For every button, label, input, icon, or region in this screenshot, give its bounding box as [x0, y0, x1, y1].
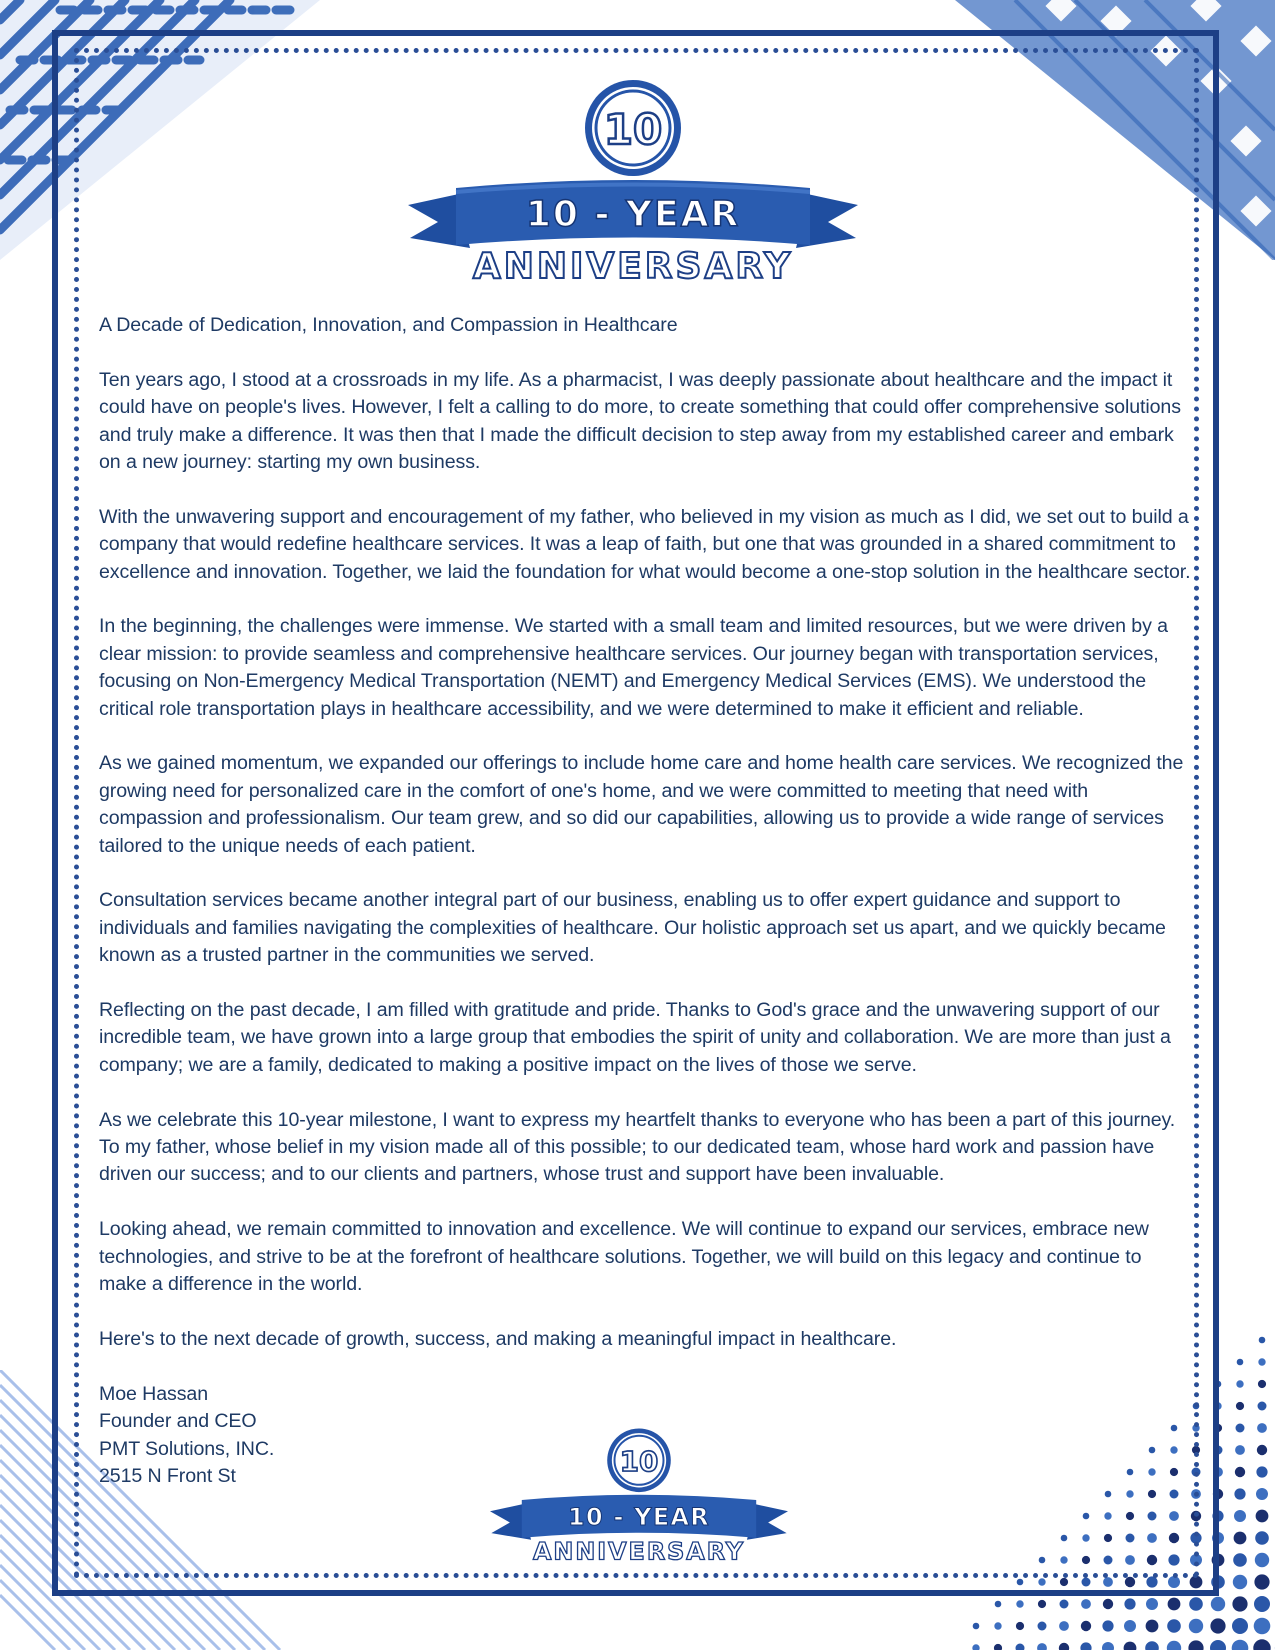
anniversary-emblem-top — [408, 80, 858, 305]
paragraph: Ten years ago, I stood at a crossroads in my life. As a pharmacist, I was deeply passionate about healthcare and the impact it could have on people's lives. However, I felt a calling to do more, to create something that could offer comprehensive solutions and truly make a difference. It was then that I made the difficult decision to step away from my established career and embark on a new journey: starting my own business. — [99, 368, 1181, 474]
paragraph: Looking ahead, we remain committed to innovation and excellence. We will continue to expand our services, embrace new technologies, and strive to be at the forefront of healthcare solutions. Together, we will build on this legacy and continue to make a difference in the world. — [99, 1218, 1149, 1296]
paragraph: Consultation services became another integral part of our business, enabling us to offer expert guidance and support to individuals and families navigating the complexities of healthcare. Our holistic approach set us apart, and we quickly became known as a trusted partner in the communities we served. — [99, 889, 1166, 967]
letter-title: A Decade of Dedication, Innovation, and Compassion in Healthcare — [99, 314, 678, 336]
badge-icon — [585, 80, 681, 176]
paragraph: As we celebrate this 10-year milestone, I want to express my heartfelt thanks to everyone who has been a part of this journey. To my father, whose belief in my vision made all of this possible; to our dedicated team, whose hard work and passion have driven our success; and to our clients and partners, whose trust and support have been invaluable. — [99, 1108, 1176, 1186]
signature-role: Founder and CEO — [99, 1410, 257, 1433]
banner-subtitle: ANNIVERSARY — [532, 1537, 746, 1566]
paragraph: Here's to the next decade of growth, success, and making a meaningful impact in healthcare. — [99, 1327, 897, 1350]
paragraph: Reflecting on the past decade, I am filled with gratitude and pride. Thanks to God's grace and the unwavering support of our incredible team, we have grown into a large group that embodies the spirit of unity and collaboration. We are more than just a company; we are a family, dedicated to making a positive impact on the lives of those we serve. — [99, 999, 1171, 1076]
signature-company: PMT Solutions, INC. — [99, 1437, 275, 1460]
banner-subtitle: ANNIVERSARY — [472, 246, 794, 287]
paragraph: As we gained momentum, we expanded our offerings to include home care and home health care services. We recognized the growing need for personalized care in the comfort of one's home, and we were committed to meeting that need with compassion and professionalism. Our team grew, and so did our capabilities, allowing us to provide a wide range of services tailored to the unique needs of each patient. — [99, 752, 1184, 857]
banner-title: 10 - YEAR — [568, 1503, 710, 1532]
signature-address: 2515 N Front St — [99, 1464, 236, 1487]
signature-name: Moe Hassan — [99, 1382, 208, 1405]
letter-body — [99, 312, 1194, 1490]
badge-number: 10 — [603, 105, 663, 154]
paragraph: With the unwavering support and encouragement of my father, who believed in my vision as much as I did, we set out to build a company that would redefine healthcare services. It was a leap of faith, but one that was grounded in a shared commitment to excellence and innovation. Together, we laid the foundation for what would become a one-stop solution in the healthcare sector. — [99, 505, 1191, 583]
badge-number: 10 — [619, 1444, 659, 1478]
badge-icon — [607, 1429, 671, 1493]
banner-title: 10 - YEAR — [525, 194, 741, 235]
paragraph: In the beginning, the challenges were immense. We started with a small team and limited resources, but we were driven by a clear mission: to provide seamless and comprehensive healthcare services. Our journey began with transportation services, focusing on Non-Emergency Medical Transportation (NEMT) and Emergency Medical Services (EMS). We understood the critical role transportation plays in healthcare accessibility, and we were determined to make it efficient and reliable. — [99, 615, 1168, 720]
anniversary-emblem-bottom — [490, 1428, 788, 1578]
